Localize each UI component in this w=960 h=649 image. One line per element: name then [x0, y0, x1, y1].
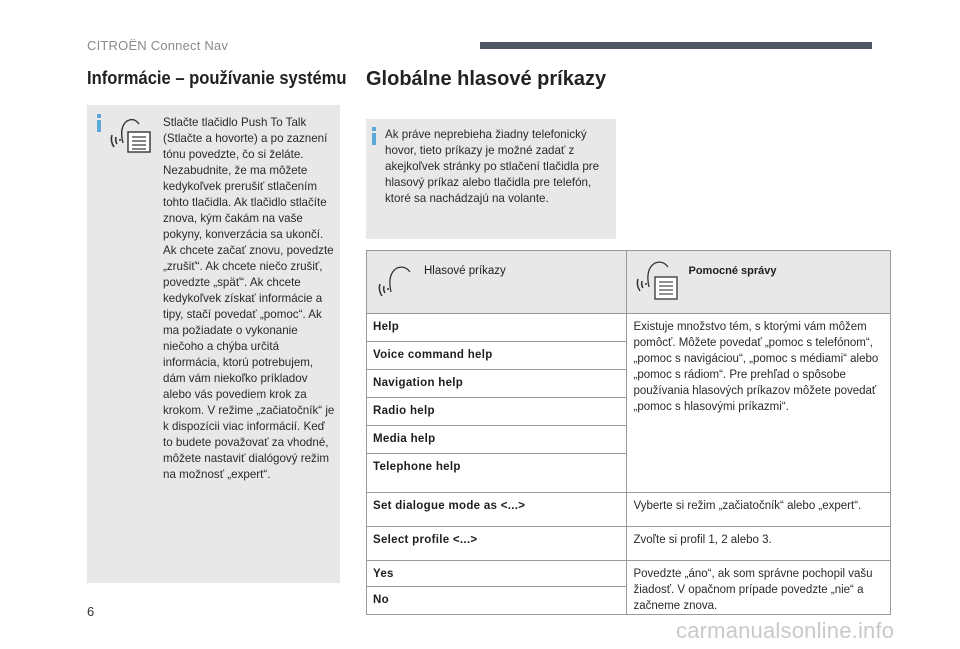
global-commands-info-text: Ak práve neprebieha žiadny telefonický hovor, tieto príkazy je možné zadať z akejkoľvek stránky po stlačení tlačidla pre hlasový príkaz alebo tlačidla pre telefón, ktoré sa nachádzajú na volante.: [385, 128, 600, 205]
command-no: No: [367, 587, 627, 615]
voice-commands-table: [366, 250, 891, 615]
select-profile-description: Zvoľte si profil 1, 2 alebo 3.: [627, 527, 891, 561]
watermark: carmanualsonline.info: [676, 618, 895, 643]
push-to-talk-info-text: Stlačte tlačidlo Push To Talk (Stlačte a hovorte) a po zaznení tónu povedzte, čo si želáte. Nezabudnite, že ma môžete kedykoľvek prerušiť stlačením tohto tlačidla. Ak tlačidlo stlačíte znova, kým čakám na vaše pokyny, konverzácia sa ukončí. Ak chcete začať znovu, povedzte „zrušiť“. Ak chcete niečo zrušiť, povedzte „späť“. Ak chcete kedykoľvek získať informácie a tipy, stačí povedať „pomoc“. Ak ma požiadate o vykonanie niečoho a chýba určitá informácia, ktorú potrebujem, dám vám niekoľko príkladov alebo vás povediem krok za krokom. V režime „začiatočník“ je k dispozícii viac informácií. Keď to budete považovať za vhodné, môžete nastaviť dialógový režim na možnosť „expert“.: [163, 116, 335, 481]
help-messages-icon: [635, 257, 683, 305]
command-radio-help: Radio help: [367, 398, 627, 426]
right-info-box: [366, 119, 616, 239]
table-row: [367, 561, 891, 587]
set-dialogue-description: Vyberte si režim „začiatočník“ alebo „expert“.: [627, 493, 891, 527]
left-heading: Informácie – používanie systému: [87, 68, 347, 88]
voice-command-icon: [377, 262, 413, 304]
table-header-messages-label: Pomocné správy: [688, 265, 777, 277]
left-info-box: [87, 105, 340, 583]
command-voice-command-help: Voice command help: [367, 342, 627, 370]
right-heading: Globálne hlasové príkazy: [366, 68, 607, 90]
help-description: Existuje množstvo tém, s ktorými vám môžem pomôcť. Môžete povedať „pomoc s telefónom“, „pomoc s navigáciou“, „pomoc s médiami“ alebo „pomoc s rádiom“. Pre prehľad o spôsobe používania hlasových príkazov môžete povedať „pomoc s hlasovými príkazmi“.: [627, 314, 891, 493]
command-media-help: Media help: [367, 426, 627, 454]
command-select-profile: Select profile <...>: [367, 527, 627, 561]
table-row: [367, 314, 891, 342]
header-bar: [480, 42, 872, 49]
command-set-dialogue-mode: Set dialogue mode as <...>: [367, 493, 627, 527]
info-icon: [372, 133, 376, 145]
yes-no-description: Povedzte „áno“, ak som správne pochopil vašu žiadosť. V opačnom prípade povedzte „nie“ a začneme znova.: [627, 561, 891, 615]
info-icon: [97, 120, 101, 132]
command-telephone-help: Telephone help: [367, 454, 627, 493]
manual-title: CITROËN Connect Nav: [87, 38, 229, 53]
page-number: 6: [87, 604, 95, 619]
table-header-commands: [367, 251, 627, 314]
table-row: [367, 493, 891, 527]
table-row: [367, 527, 891, 561]
command-navigation-help: Navigation help: [367, 370, 627, 398]
command-yes: Yes: [367, 561, 627, 587]
push-to-talk-icon: [109, 115, 157, 157]
table-header-messages: [627, 251, 891, 314]
table-header-row: [367, 251, 891, 314]
table-header-commands-label: Hlasové príkazy: [424, 265, 506, 277]
command-help: Help: [367, 314, 627, 342]
